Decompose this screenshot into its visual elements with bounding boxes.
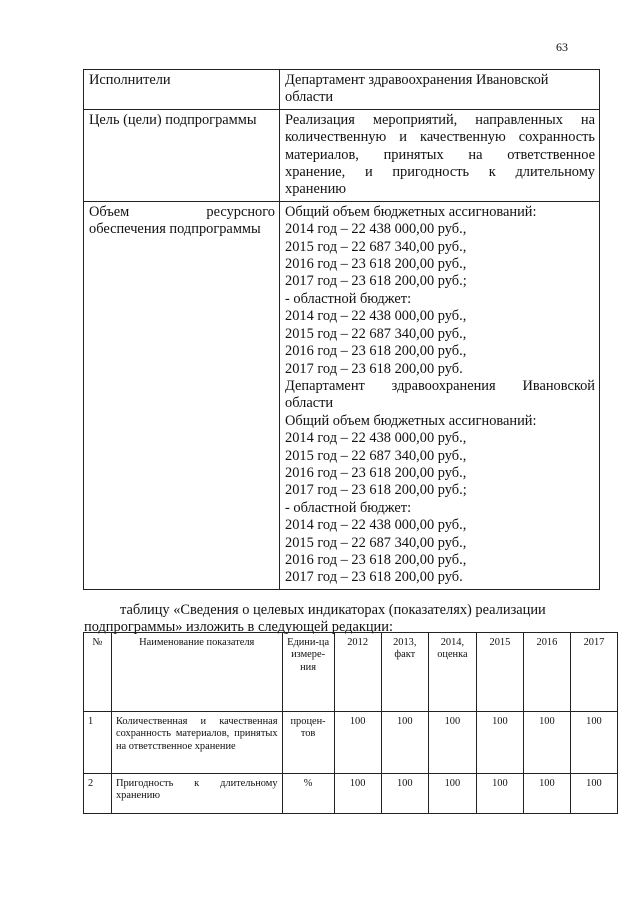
header-no: № bbox=[84, 633, 112, 712]
row-2017: 100 bbox=[570, 712, 617, 774]
row-unit: % bbox=[282, 774, 334, 814]
resources-line: 2014 год – 22 438 000,00 руб., bbox=[285, 430, 467, 447]
row-2013: 100 bbox=[381, 774, 428, 814]
intro-paragraph bbox=[84, 602, 600, 636]
row-2013: 100 bbox=[381, 712, 428, 774]
header-2015: 2015 bbox=[476, 633, 523, 712]
row-2015: 100 bbox=[476, 774, 523, 814]
resources-line: 2014 год – 22 438 000,00 руб., bbox=[285, 517, 467, 534]
resources-line: области bbox=[285, 395, 334, 412]
header-name: Наименование показателя bbox=[111, 633, 282, 712]
resources-line: 2017 год – 23 618 200,00 руб.; bbox=[285, 482, 467, 499]
goal-row bbox=[84, 109, 600, 201]
row-2017: 100 bbox=[570, 774, 617, 814]
row-2014: 100 bbox=[428, 712, 476, 774]
row-no: 2 bbox=[84, 774, 112, 814]
header-2014: 2014, оценка bbox=[428, 633, 476, 712]
resources-row bbox=[84, 201, 600, 589]
subprogram-passport-table bbox=[83, 69, 600, 590]
row-2012: 100 bbox=[334, 712, 381, 774]
resources-label: Объем ресурсного обеспечения подпрограммы bbox=[84, 201, 280, 589]
row-no: 1 bbox=[84, 712, 112, 774]
resources-line: 2014 год – 22 438 000,00 руб., bbox=[285, 221, 467, 238]
resources-line: 2016 год – 23 618 200,00 руб., bbox=[285, 551, 467, 568]
resources-line: - областной бюджет: bbox=[285, 290, 412, 307]
header-2012: 2012 bbox=[334, 633, 381, 712]
header-2016: 2016 bbox=[523, 633, 570, 712]
executors-value: Департамент здравоохранения Ивановской области bbox=[280, 70, 600, 110]
row-unit: процен-тов bbox=[282, 712, 334, 774]
resources-line: 2015 год – 22 687 340,00 руб., bbox=[285, 447, 467, 464]
executors-row bbox=[84, 70, 600, 110]
indicators-table bbox=[83, 632, 618, 814]
row-2014: 100 bbox=[428, 774, 476, 814]
resources-line: 2017 год – 23 618 200,00 руб. bbox=[285, 360, 463, 377]
resources-line: 2016 год – 23 618 200,00 руб., bbox=[285, 464, 467, 481]
resources-line: 2014 год – 22 438 000,00 руб., bbox=[285, 308, 467, 325]
resources-line: 2015 год – 22 687 340,00 руб., bbox=[285, 325, 467, 342]
resources-line: 2017 год – 23 618 200,00 руб.; bbox=[285, 273, 467, 290]
row-name: Количественная и качественная сохранность материалов, принятых на ответственное хранение bbox=[111, 712, 282, 774]
indicators-header-row bbox=[84, 633, 618, 712]
row-2012: 100 bbox=[334, 774, 381, 814]
resources-line: 2015 год – 22 687 340,00 руб., bbox=[285, 238, 467, 255]
resources-line: 2017 год – 23 618 200,00 руб. bbox=[285, 569, 463, 586]
table-row bbox=[84, 774, 618, 814]
executors-label: Исполнители bbox=[84, 70, 280, 110]
resources-line: 2016 год – 23 618 200,00 руб., bbox=[285, 343, 467, 360]
resources-line: Департамент здравоохранения Ивановской bbox=[285, 377, 595, 394]
table-row bbox=[84, 712, 618, 774]
resources-value bbox=[280, 201, 600, 589]
resources-line: - областной бюджет: bbox=[285, 499, 412, 516]
header-2013: 2013, факт bbox=[381, 633, 428, 712]
resources-line: 2015 год – 22 687 340,00 руб., bbox=[285, 534, 467, 551]
page-number: 63 bbox=[556, 40, 568, 54]
intro-line-2: подпрограммы» изложить в следующей редакции: bbox=[84, 619, 393, 635]
resources-line: 2016 год – 23 618 200,00 руб., bbox=[285, 256, 467, 273]
header-unit: Едини-ца измере-ния bbox=[282, 633, 334, 712]
goal-value: Реализация мероприятий, направленных на количественную и качественную сохранность материалов, принятых на ответственное хранение, и пригодность к длительному хранению bbox=[280, 109, 600, 201]
row-2016: 100 bbox=[523, 712, 570, 774]
resources-line: Общий объем бюджетных ассигнований: bbox=[285, 412, 537, 429]
row-name: Пригодность к длительному хранению bbox=[111, 774, 282, 814]
row-2015: 100 bbox=[476, 712, 523, 774]
resources-line: Общий объем бюджетных ассигнований: bbox=[285, 203, 537, 220]
goal-label: Цель (цели) подпрограммы bbox=[84, 109, 280, 201]
row-2016: 100 bbox=[523, 774, 570, 814]
intro-line-1: таблицу «Сведения о целевых индикаторах (показателях) реализации bbox=[120, 602, 546, 618]
header-2017: 2017 bbox=[570, 633, 617, 712]
